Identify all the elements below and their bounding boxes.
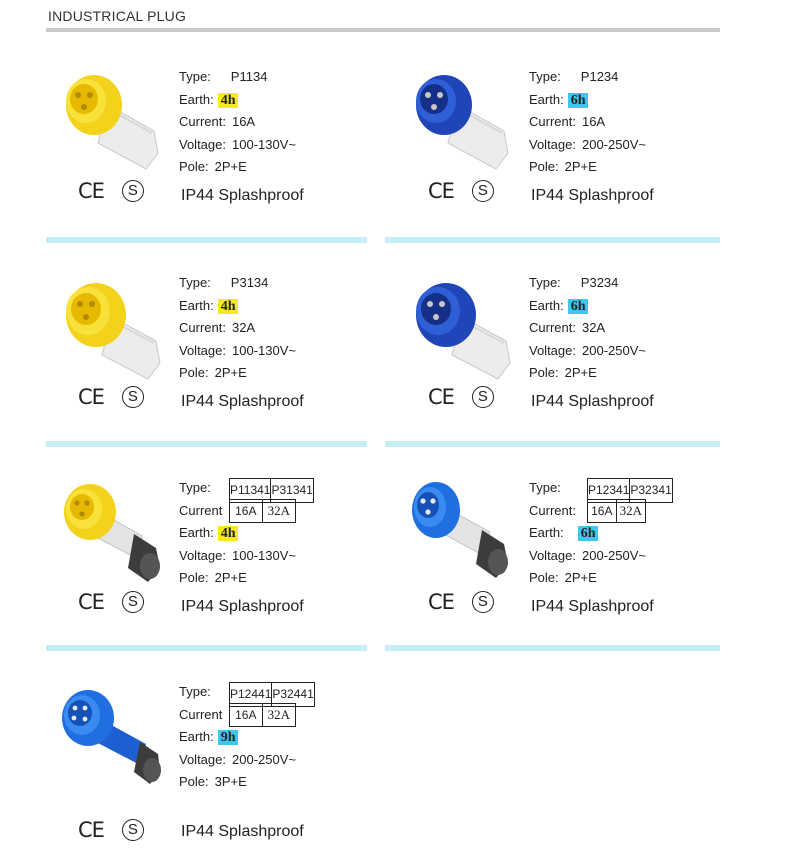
type-label: Type: (529, 480, 561, 495)
type-label: Type: (179, 69, 211, 84)
yellow-plug-icon (56, 271, 166, 381)
ip-rating: IP44 Splashproof (531, 598, 654, 615)
earth-badge: 4h (218, 93, 239, 108)
voltage-value: 200-250V~ (582, 136, 646, 152)
earth-badge: 6h (578, 526, 599, 541)
current-cell: 16A (588, 499, 617, 523)
type-label: Type: (529, 69, 561, 84)
current-label: Current: (179, 320, 226, 335)
ce-mark-icon: CE (78, 818, 104, 842)
voltage-label: Voltage: (179, 136, 226, 152)
ip-rating: IP44 Splashproof (531, 187, 654, 204)
voltage-value: 200-250V~ (582, 342, 646, 358)
current-label: Current: (529, 502, 576, 518)
pole-value: 2P+E (214, 570, 247, 585)
current-label: Current: (529, 320, 576, 335)
ce-mark-icon: CE (78, 385, 104, 409)
type-value: P1234 (580, 69, 619, 84)
current-cell: 16A (230, 703, 263, 727)
product-card-p1134 (46, 55, 386, 251)
pole-label: Pole: (179, 159, 209, 174)
product-card-p12441 (46, 670, 386, 866)
earth-badge: 9h (218, 730, 239, 745)
earth-label: Earth: (179, 729, 214, 744)
earth-badge: 4h (218, 299, 239, 314)
type-label: Type: (179, 480, 211, 495)
blue-plug-icon (406, 476, 516, 586)
blue-plug-icon (56, 680, 166, 790)
type-cell: P32441 (272, 683, 314, 707)
current-cell: 16A (230, 499, 263, 523)
current-value: 16A (581, 114, 606, 129)
product-card-p3134 (46, 261, 386, 457)
pole-label: Pole: (529, 159, 559, 174)
ip-rating: IP44 Splashproof (531, 393, 654, 410)
blue-plug-icon (406, 271, 516, 381)
current-table (587, 499, 646, 524)
pole-value: 3P+E (214, 774, 247, 789)
s-mark-icon: S (122, 180, 144, 202)
voltage-value: 100-130V~ (232, 136, 296, 152)
earth-badge: 6h (568, 299, 589, 314)
pole-value: 2P+E (564, 365, 597, 380)
earth-label: Earth: (529, 91, 564, 107)
type-cell: P32341 (630, 479, 672, 503)
current-cell: 32A (616, 499, 645, 523)
current-value: 16A (231, 114, 256, 129)
current-table (229, 703, 296, 728)
pole-label: Pole: (179, 365, 209, 380)
current-label: Current (179, 502, 223, 518)
current-label: Current: (179, 114, 226, 129)
type-label: Type: (529, 275, 561, 290)
ip-rating: IP44 Splashproof (181, 823, 304, 840)
ce-mark-icon: CE (428, 385, 454, 409)
ce-mark-icon: CE (428, 179, 454, 203)
earth-badge: 6h (568, 93, 589, 108)
voltage-value: 100-130V~ (232, 342, 296, 358)
pole-value: 2P+E (564, 570, 597, 585)
ce-mark-icon: CE (428, 590, 454, 614)
current-table (229, 499, 296, 524)
type-value: P3134 (230, 275, 269, 290)
s-mark-icon: S (472, 591, 494, 613)
pole-value: 2P+E (214, 159, 247, 174)
separator (46, 645, 367, 651)
earth-label: Earth: (179, 525, 214, 540)
pole-label: Pole: (529, 570, 559, 585)
s-mark-icon: S (122, 386, 144, 408)
s-mark-icon: S (122, 819, 144, 841)
ip-rating: IP44 Splashproof (181, 187, 304, 204)
type-label: Type: (179, 684, 211, 699)
current-cell: 32A (262, 703, 295, 727)
voltage-value: 100-130V~ (232, 547, 296, 563)
product-card-p3234 (396, 261, 736, 457)
voltage-value: 200-250V~ (232, 751, 296, 767)
current-value: 32A (581, 320, 606, 335)
voltage-label: Voltage: (529, 342, 576, 358)
yellow-plug-icon (56, 476, 166, 586)
pole-label: Pole: (179, 570, 209, 585)
voltage-label: Voltage: (529, 547, 576, 563)
ip-rating: IP44 Splashproof (181, 393, 304, 410)
product-card-p11341 (46, 466, 386, 662)
voltage-label: Voltage: (179, 547, 226, 563)
product-card-p12341 (396, 466, 736, 662)
type-value: P1134 (230, 69, 268, 84)
blue-plug-icon (406, 65, 516, 175)
voltage-label: Voltage: (179, 342, 226, 358)
pole-value: 2P+E (214, 365, 247, 380)
earth-label: Earth: (179, 91, 214, 107)
product-card-p1234 (396, 55, 736, 251)
type-cell: P11341 (230, 479, 271, 503)
s-mark-icon: S (472, 386, 494, 408)
ce-mark-icon: CE (78, 590, 104, 614)
type-cell: P12341 (588, 479, 630, 503)
pole-value: 2P+E (564, 159, 597, 174)
page-title: INDUSTRICAL PLUG (48, 8, 187, 24)
current-value: 32A (231, 320, 256, 335)
pole-label: Pole: (179, 774, 209, 789)
current-label: Current (179, 706, 223, 722)
pole-label: Pole: (529, 365, 559, 380)
type-cell: P31341 (271, 479, 313, 503)
earth-label: Earth: (529, 525, 564, 540)
separator (385, 441, 720, 447)
voltage-value: 200-250V~ (582, 547, 646, 563)
s-mark-icon: S (122, 591, 144, 613)
current-label: Current: (529, 114, 576, 129)
separator (385, 237, 720, 243)
ce-mark-icon: CE (78, 179, 104, 203)
header-rule (46, 28, 720, 32)
earth-label: Earth: (529, 297, 564, 313)
separator (385, 645, 720, 651)
s-mark-icon: S (472, 180, 494, 202)
current-cell: 32A (262, 499, 295, 523)
separator (46, 441, 367, 447)
type-cell: P12441 (230, 683, 272, 707)
voltage-label: Voltage: (179, 751, 226, 767)
type-label: Type: (179, 275, 211, 290)
earth-label: Earth: (179, 297, 214, 313)
earth-badge: 4h (218, 526, 239, 541)
ip-rating: IP44 Splashproof (181, 598, 304, 615)
type-value: P3234 (580, 275, 619, 290)
separator (46, 237, 367, 243)
yellow-plug-icon (56, 65, 166, 175)
voltage-label: Voltage: (529, 136, 576, 152)
